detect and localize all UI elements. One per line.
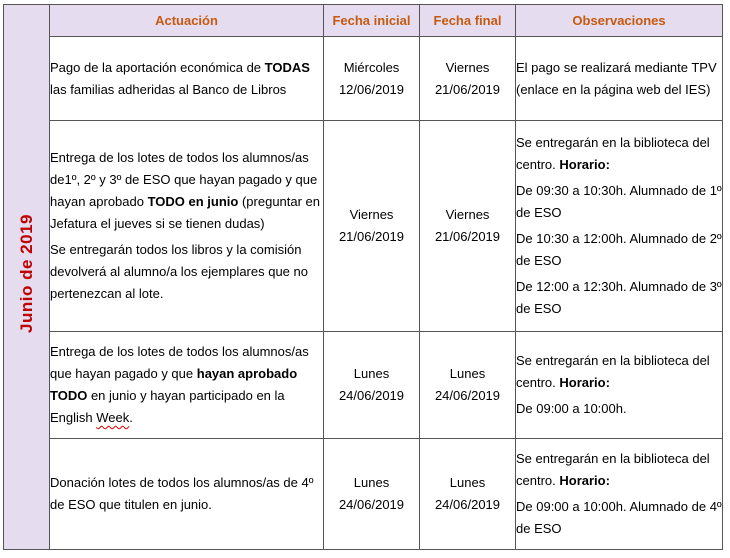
actuacion-cell: [50, 121, 324, 332]
start-date: 21/06/2019: [338, 229, 405, 244]
start-day: Lunes: [353, 366, 390, 381]
table-row: [4, 332, 723, 439]
month-side-label: Junio de 2019: [16, 214, 36, 333]
fecha-final-cell: [420, 37, 516, 121]
header-row: [4, 5, 723, 37]
actuacion-cell: [50, 37, 324, 121]
end-date: 21/06/2019: [434, 81, 501, 97]
start-day: Viernes: [349, 207, 394, 222]
end-day: Viernes: [445, 207, 490, 222]
actuacion-text: Pago de la aportación económica de TODAS las familias adheridas al Banco de Libros: [50, 59, 310, 97]
actuacion-cell: [50, 332, 324, 439]
fecha-final-cell: [420, 439, 516, 550]
schedule-slot: De 09:30 a 10:30h. Alumnado de 1º de ESO: [516, 183, 722, 220]
actuacion-text: Entrega de los lotes de todos los alumnos/as que hayan pagado y que hayan aprobado TODO en junio y hayan participado en la English Week.: [50, 344, 309, 425]
end-day: Lunes: [449, 475, 486, 490]
start-date: 24/06/2019: [338, 388, 405, 403]
observaciones-cell: [516, 121, 723, 332]
end-date: 24/06/2019: [434, 388, 501, 403]
observaciones-cell: [516, 37, 723, 121]
fecha-inicial-cell: [324, 37, 420, 121]
observaciones-location: Se entregarán en la biblioteca del centro. Horario:: [516, 353, 710, 390]
end-date: 21/06/2019: [434, 229, 501, 244]
actuacion-note: Se entregarán todos los libros y la comisión devolverá al alumno/a los ejemplares que no pertenezcan al lote.: [50, 242, 308, 301]
fecha-final-cell: [420, 332, 516, 439]
schedule-slot: De 09:00 a 10:00h. Alumnado de 4º de ESO: [516, 499, 722, 536]
observaciones-location: Se entregarán en la biblioteca del centro. Horario:: [516, 135, 710, 172]
observaciones-location: Se entregarán en la biblioteca del centro. Horario:: [516, 451, 710, 488]
schedule-slot: De 09:00 a 10:00h.: [516, 401, 627, 416]
schedule-slot: De 10:30 a 12:00h. Alumnado de 2º de ESO: [516, 231, 722, 268]
spellcheck-underlined-word: Week: [96, 410, 130, 425]
header-fecha-inicial: Fecha inicial: [324, 5, 420, 37]
fecha-inicial-cell: [324, 121, 420, 332]
end-date: 24/06/2019: [434, 497, 501, 512]
end-day: Viernes: [445, 59, 490, 75]
table-row: [4, 37, 723, 121]
start-day: Lunes: [353, 475, 390, 490]
observaciones-cell: [516, 439, 723, 550]
actuacion-text: Donación lotes de todos los alumnos/as de 4º de ESO que titulen en junio.: [50, 475, 314, 512]
schedule-slot: De 12:00 a 12:30h. Alumnado de 3º de ESO: [516, 279, 722, 316]
table-row: [4, 439, 723, 550]
header-actuacion: Actuación: [50, 5, 324, 37]
fecha-inicial-cell: [324, 332, 420, 439]
observaciones-cell: [516, 332, 723, 439]
schedule-table: [3, 4, 723, 550]
fecha-final-cell: [420, 121, 516, 332]
start-day: Miércoles: [343, 59, 400, 75]
actuacion-text: Entrega de los lotes de todos los alumnos/as de1º, 2º y 3º de ESO que hayan pagado y que hayan aprobado TODO en junio (preguntar en Jefatura el jueves si se tienen dudas): [50, 150, 321, 231]
month-side-label-cell: [4, 5, 50, 550]
fecha-inicial-cell: [324, 439, 420, 550]
end-day: Lunes: [449, 366, 486, 381]
header-fecha-final: Fecha final: [420, 5, 516, 37]
header-observaciones: Observaciones: [516, 5, 723, 37]
start-date: 24/06/2019: [338, 497, 405, 512]
table-row: [4, 121, 723, 332]
observaciones-text: El pago se realizará mediante TPV (enlace en la página web del IES): [516, 59, 717, 97]
actuacion-cell: [50, 439, 324, 550]
start-date: 12/06/2019: [338, 81, 405, 97]
